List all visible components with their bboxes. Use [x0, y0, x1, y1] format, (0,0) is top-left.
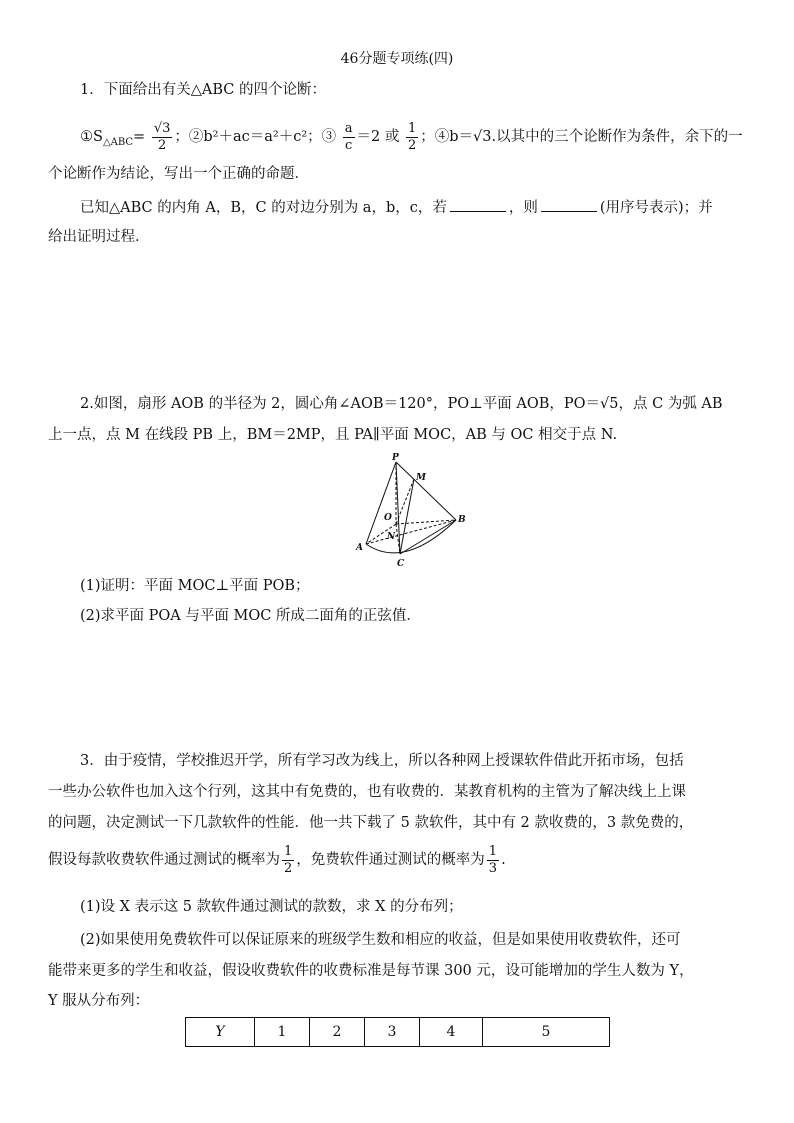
q3-part1: (1)设 X 表示这 5 款软件通过测试的款数，求 X 的分布列； [80, 899, 463, 915]
q1-cond1-fraction [152, 121, 173, 154]
label-p: P [392, 453, 399, 463]
table-cell-2: 2 [310, 1018, 365, 1047]
edge-cb [400, 520, 456, 554]
q3-part2-line2: 能带来更多的学生和收益，假设收费软件的收费标准是每节课 300 元，设可能增加的学生人数为 Y， [48, 963, 694, 979]
q1-line4-b: ，则 [508, 200, 538, 216]
q3-line1: 3．由于疫情，学校推迟开学，所有学习改为线上，所以各种网上授课软件借此开拓市场，包括 [80, 753, 684, 769]
q1-line4 [80, 197, 713, 218]
table-cell-5: 5 [483, 1018, 610, 1047]
q2-part1: (1)证明：平面 MOC⊥平面 POB； [80, 578, 310, 594]
q1-line4-c: (用序号表示)；并 [599, 200, 713, 216]
edge-mo [396, 479, 414, 524]
q1-cond1-prefix: ①S [80, 129, 103, 145]
q1-cond3b-den: 2 [407, 137, 417, 153]
q3-frac1-den: 2 [284, 860, 293, 876]
table-cell-3: 3 [365, 1018, 420, 1047]
q1-cond3-den: c [344, 137, 353, 153]
q2-geometry-figure [352, 452, 472, 570]
label-a: A [356, 543, 363, 553]
q1-cond4: ；④b＝√3.以其中的三个论断作为条件，余下的一 [420, 129, 743, 145]
q3-line4-c: . [501, 852, 506, 868]
q2-line2: 上一点，点 M 在线段 PB 上，BM＝2MP，且 PA∥平面 MOC，AB 与 OC 相交于点 N. [48, 427, 618, 443]
q2-part2: (2)求平面 POA 与平面 MOC 所成二面角的正弦值． [80, 608, 421, 624]
page-title: 46分题专项练(四) [340, 51, 454, 67]
table-cell-1: 1 [255, 1018, 310, 1047]
q1-cond1-den: 2 [157, 137, 167, 153]
label-c: C [397, 559, 405, 569]
q1-cond3-num: a [344, 120, 353, 136]
label-n: N [387, 532, 396, 542]
table-cell-4: 4 [420, 1018, 483, 1047]
q1-line4-a: 已知△ABC 的内角 A，B，C 的对边分别为 a，b，c，若 [80, 200, 447, 216]
q1-line5: 给出证明过程． [48, 229, 150, 245]
q1-intro: 1．下面给出有关△ABC 的四个论断： [80, 82, 326, 98]
q3-line4 [48, 842, 506, 878]
q1-cond3b-num: 1 [407, 120, 417, 136]
q3-distribution-table [185, 1017, 610, 1047]
q1-cond1-eq: = [133, 129, 146, 145]
edge-ob [396, 520, 456, 524]
edge-pb [396, 462, 456, 520]
q3-frac-free [487, 844, 499, 877]
q1-conditions [80, 120, 743, 160]
label-b: B [458, 515, 466, 525]
q2-line1: 2.如图，扇形 AOB 的半径为 2，圆心角∠AOB＝120°，PO⊥平面 AOB，PO＝√5，点 C 为弧 AB [80, 396, 723, 412]
q3-frac2-den: 3 [488, 860, 498, 876]
q2-figure-svg [352, 452, 472, 570]
q1-cond2: ；②b²＋ac＝a²＋c²；③ [174, 129, 337, 145]
table-row [186, 1018, 610, 1047]
q1-cond3-fraction [343, 121, 355, 154]
label-m: M [416, 473, 426, 483]
q3-part2-line3: Y 服从分布列： [48, 993, 150, 1009]
table-cell-y: Y [186, 1018, 255, 1047]
label-o: O [384, 513, 392, 523]
q1-answer-blank-2[interactable] [541, 197, 597, 212]
q1-cond3-mid: ＝2 或 [356, 129, 400, 145]
q3-line4-b: ，免费软件通过测试的概率为 [296, 852, 485, 868]
q3-line2: 一些办公软件也加入这个行列，这其中有免费的，也有收费的．某教育机构的主管为了解决线上上课 [48, 784, 686, 800]
q1-cond3b-fraction [406, 121, 418, 154]
arc-ab [366, 520, 456, 553]
q1-cond1-sub: △ABC [102, 136, 134, 148]
q1-cond1-num: √3 [153, 120, 171, 136]
q1-answer-blank-1[interactable] [450, 197, 506, 212]
q3-frac-paid [282, 844, 294, 877]
q3-frac1-num: 1 [284, 843, 293, 859]
q3-frac2-num: 1 [488, 843, 498, 859]
q1-line3: 个论断作为结论，写出一个正确的命题． [48, 166, 309, 182]
edge-mc [400, 479, 414, 554]
q3-part2-line1: (2)如果使用免费软件可以保证原来的班级学生数和相应的收益，但是如果使用收费软件，还可 [80, 932, 681, 948]
q3-line4-a: 假设每款收费软件通过测试的概率为 [48, 852, 280, 868]
q3-line3: 的问题，决定测试一下几款软件的性能．他一共下载了 5 款软件，其中有 2 款收费的，3 款免费的， [48, 815, 694, 831]
